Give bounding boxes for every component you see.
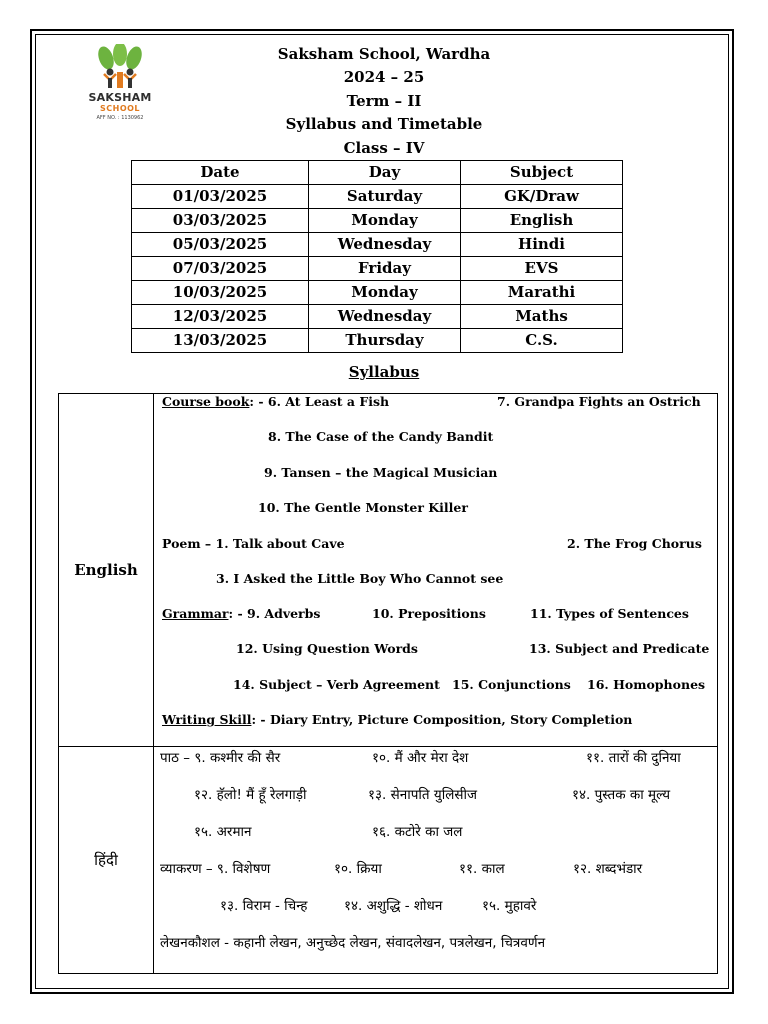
subject-cell: English bbox=[461, 209, 623, 233]
class-label: Class – IV bbox=[343, 139, 425, 157]
grammar-12: 12. Using Question Words bbox=[236, 641, 418, 656]
grammar-10: 10. Prepositions bbox=[372, 606, 486, 621]
hindi-syllabus-content bbox=[154, 747, 718, 974]
document-title: Syllabus and Timetable bbox=[285, 115, 483, 133]
chapter-6: : - 6. At Least a Fish bbox=[249, 394, 390, 409]
poem-1: Poem – 1. Talk about Cave bbox=[162, 536, 345, 551]
writing-skill-items: : - Diary Entry, Picture Composition, Story Completion bbox=[251, 712, 633, 727]
date-cell: 12/03/2025 bbox=[132, 305, 309, 329]
date-cell: 01/03/2025 bbox=[132, 185, 309, 209]
grammar-hindi-9: व्याकरण – ९. विशेषण bbox=[160, 861, 271, 877]
grammar-hindi-13: १३. विराम - चिन्ह bbox=[220, 898, 308, 914]
table-row bbox=[132, 209, 623, 233]
syllabus-row-english bbox=[59, 394, 718, 747]
poem-3: 3. I Asked the Little Boy Who Cannot see bbox=[216, 571, 504, 586]
writing-skill-line bbox=[162, 712, 632, 727]
chapter-9: 9. Tansen – the Magical Musician bbox=[264, 465, 498, 480]
english-syllabus-content bbox=[154, 394, 718, 747]
date-cell: 13/03/2025 bbox=[132, 329, 309, 353]
column-header-subject: Subject bbox=[461, 161, 623, 185]
day-cell: Monday bbox=[309, 281, 461, 305]
subject-cell: EVS bbox=[461, 257, 623, 281]
subject-cell: GK/Draw bbox=[461, 185, 623, 209]
lesson-11: ११. तारों की दुनिया bbox=[586, 750, 681, 766]
column-header-date: Date bbox=[132, 161, 309, 185]
syllabus-heading: Syllabus bbox=[348, 363, 420, 381]
chapter-8: 8. The Case of the Candy Bandit bbox=[268, 429, 494, 444]
grammar-15: 15. Conjunctions bbox=[452, 677, 571, 692]
lesson-16: १६. कटोरे का जल bbox=[372, 824, 463, 840]
day-cell: Saturday bbox=[309, 185, 461, 209]
table-row bbox=[132, 185, 623, 209]
day-cell: Wednesday bbox=[309, 233, 461, 257]
grammar-hindi-14: १४. अशुद्धि - शोधन bbox=[344, 898, 443, 914]
day-cell: Monday bbox=[309, 209, 461, 233]
lesson-9: पाठ – ९. कश्मीर की सैर bbox=[160, 750, 281, 766]
grammar-hindi-10: १०. क्रिया bbox=[334, 861, 382, 877]
lesson-13: १३. सेनापति युलिसीज bbox=[368, 787, 478, 803]
writing-skill-hindi: लेखनकौशल - कहानी लेखन, अनुच्छेद लेखन, संवादलेखन, पत्रलेखन, चित्रवर्णन bbox=[160, 935, 546, 951]
chapter-7: 7. Grandpa Fights an Ostrich bbox=[497, 394, 701, 409]
lesson-12: १२. हॅलो! मैं हूँ रेलगाड़ी bbox=[194, 787, 307, 803]
grammar-hindi-12: १२. शब्दभंडार bbox=[573, 861, 643, 877]
school-name: Saksham School, Wardha bbox=[277, 45, 491, 63]
date-cell: 03/03/2025 bbox=[132, 209, 309, 233]
lesson-14: १४. पुस्तक का मूल्य bbox=[572, 787, 671, 803]
grammar-16: 16. Homophones bbox=[587, 677, 706, 692]
timetable bbox=[131, 160, 623, 353]
grammar-hindi-15: १५. मुहावरे bbox=[482, 898, 537, 914]
academic-year: 2024 – 25 bbox=[343, 68, 425, 86]
table-row bbox=[132, 281, 623, 305]
subject-cell: Hindi bbox=[461, 233, 623, 257]
course-book-line bbox=[162, 394, 389, 409]
subject-label-english: English bbox=[59, 394, 154, 747]
grammar-9: : - 9. Adverbs bbox=[228, 606, 321, 621]
grammar-line bbox=[162, 606, 320, 621]
grammar-label: Grammar bbox=[162, 606, 229, 621]
poem-2: 2. The Frog Chorus bbox=[567, 536, 702, 551]
table-row bbox=[132, 233, 623, 257]
day-cell: Wednesday bbox=[309, 305, 461, 329]
column-header-day: Day bbox=[309, 161, 461, 185]
lesson-10: १०. मैं और मेरा देश bbox=[372, 750, 469, 766]
logo-subtitle: SCHOOL bbox=[99, 104, 141, 113]
logo-affiliation: AFF NO. : 1130962 bbox=[96, 115, 144, 121]
grammar-hindi-11: ११. काल bbox=[459, 861, 505, 877]
subject-cell: Maths bbox=[461, 305, 623, 329]
course-book-label: Course book bbox=[162, 394, 250, 409]
syllabus-table bbox=[58, 393, 718, 974]
term: Term – II bbox=[346, 92, 422, 110]
date-cell: 07/03/2025 bbox=[132, 257, 309, 281]
grammar-11: 11. Types of Sentences bbox=[530, 606, 689, 621]
grammar-14: 14. Subject – Verb Agreement bbox=[233, 677, 440, 692]
lesson-15: १५. अरमान bbox=[194, 824, 252, 840]
table-row bbox=[132, 329, 623, 353]
table-row bbox=[132, 257, 623, 281]
leaves-figures-icon bbox=[80, 44, 160, 92]
day-cell: Friday bbox=[309, 257, 461, 281]
chapter-10: 10. The Gentle Monster Killer bbox=[258, 500, 468, 515]
day-cell: Thursday bbox=[309, 329, 461, 353]
grammar-13: 13. Subject and Predicate bbox=[529, 641, 710, 656]
school-logo bbox=[80, 44, 160, 126]
syllabus-row-hindi bbox=[59, 747, 718, 974]
writing-skill-label: Writing Skill bbox=[162, 712, 252, 727]
subject-cell: C.S. bbox=[461, 329, 623, 353]
date-cell: 10/03/2025 bbox=[132, 281, 309, 305]
timetable-header-row bbox=[132, 161, 623, 185]
subject-label-hindi: हिंदी bbox=[59, 747, 154, 974]
logo-name: SAKSHAM bbox=[88, 91, 152, 104]
table-row bbox=[132, 305, 623, 329]
date-cell: 05/03/2025 bbox=[132, 233, 309, 257]
subject-cell: Marathi bbox=[461, 281, 623, 305]
